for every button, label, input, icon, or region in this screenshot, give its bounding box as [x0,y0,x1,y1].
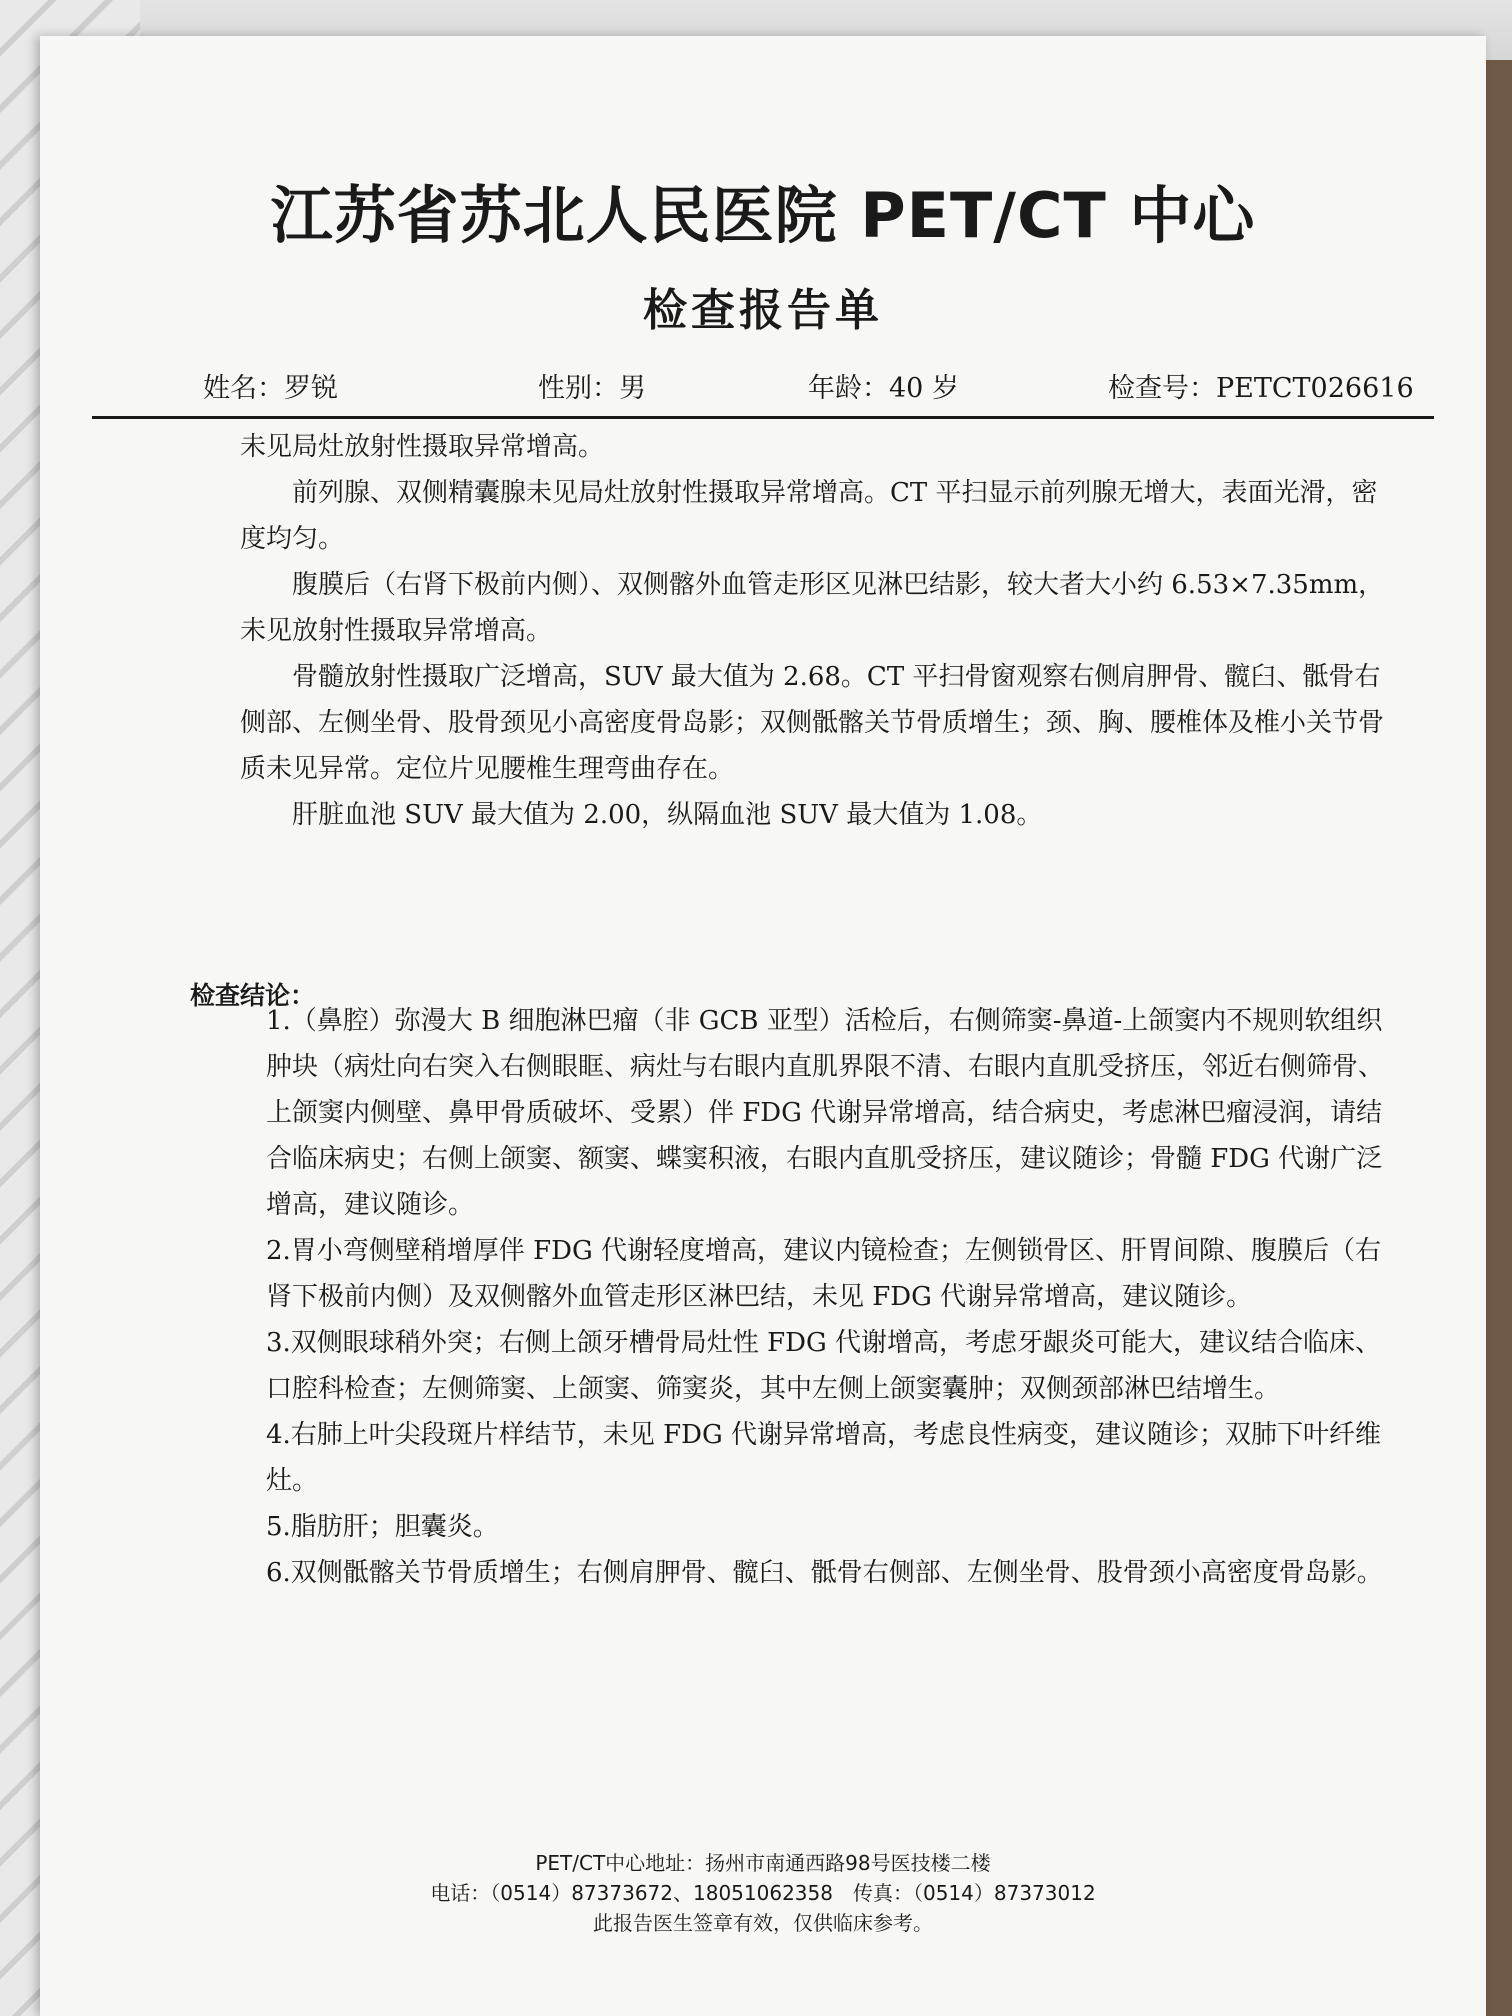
conclusion-item: 5.脂肪肝；胆囊炎。 [266,1512,499,1542]
conclusion-item: 2.胃小弯侧壁稍增厚伴 FDG 代谢轻度增高，建议内镜检查；左侧锁骨区、肝胃间隙、腹膜后（右肾下极前内侧）及双侧髂外血管走形区淋巴结，未见 FDG 代谢异常增高，建议随诊。 [266,1236,1381,1312]
patient-info-row [158,366,1414,410]
conclusion-item: 3.双侧眼球稍外突；右侧上颌牙槽骨局灶性 FDG 代谢增高，考虑牙龈炎可能大，建议结合临床、口腔科检查；左侧筛窦、上颌窦、筛窦炎，其中左侧上颌窦囊肿；双侧颈部淋巴结增生。 [266,1328,1381,1404]
conclusion-item: 1.（鼻腔）弥漫大 B 细胞淋巴瘤（非 GCB 亚型）活检后，右侧筛窦-鼻道-上颌窦内不规则软组织肿块（病灶向右突入右侧眼眶、病灶与右眼内直肌界限不清、右眼内直肌受挤压，邻近右侧筛骨、上颌窦内侧壁、鼻甲骨质破坏、受累）伴 FDG 代谢异常增高，结合病史，考虑淋巴瘤浸润，请结合临床病史；右侧上颌窦、额窦、蝶窦积液，右眼内直肌受挤压，建议随诊；骨髓 FDG 代谢广泛增高，建议随诊。 [266,1006,1385,1220]
finding-paragraph: 骨髓放射性摄取广泛增高，SUV 最大值为 2.68。CT 平扫骨窗观察右侧肩胛骨、髋臼、骶骨右侧部、左侧坐骨、股骨颈见小高密度骨岛影；双侧骶髂关节骨质增生；颈、胸、腰椎体及椎小关节骨质未见异常。定位片见腰椎生理弯曲存在。 [240,662,1385,784]
patient-name: 姓名：罗锐 [203,373,338,404]
finding-paragraph: 未见局灶放射性摄取异常增高。 [240,432,605,462]
conclusion-item: 4.右肺上叶尖段斑片样结节，未见 FDG 代谢异常增高，考虑良性病变，建议随诊；双肺下叶纤维灶。 [266,1420,1381,1496]
conclusion-item: 6.双侧骶髂关节骨质增生；右侧肩胛骨、髋臼、骶骨右侧部、左侧坐骨、股骨颈小高密度骨岛影。 [266,1558,1383,1588]
patient-age: 年龄：40 岁 [808,373,959,404]
finding-paragraph: 前列腺、双侧精囊腺未见局灶放射性摄取异常增高。CT 平扫显示前列腺无增大，表面光滑，密度均匀。 [240,478,1378,554]
report-title: 检查报告单 [643,285,883,336]
finding-paragraph: 腹膜后（右肾下极前内侧）、双侧髂外血管走形区见淋巴结影，较大者大小约 6.53×7.35mm，未见放射性摄取异常增高。 [240,570,1385,646]
patient-gender: 性别：男 [538,373,646,404]
report-footer [40,1848,1486,1938]
footer-note: 此报告医生签章有效，仅供临床参考。 [593,1911,933,1935]
conclusion-label: 检查结论： [190,981,316,1010]
exam-number: 检查号：PETCT026616 [1108,373,1414,404]
finding-paragraph: 肝脏血池 SUV 最大值为 2.00，纵隔血池 SUV 最大值为 1.08。 [292,800,1043,830]
footer-phone: 电话：（0514）87373672、18051062358 传真：（0514）87373012 [430,1881,1096,1905]
footer-address: PET/CT中心地址：扬州市南通西路98号医技楼二楼 [535,1851,991,1875]
hospital-title: 江苏省苏北人民医院 PET/CT 中心 [270,179,1256,252]
report-page [40,36,1486,2016]
conclusions-section [266,998,1386,1596]
findings-section [240,424,1398,838]
header-divider [92,416,1434,419]
